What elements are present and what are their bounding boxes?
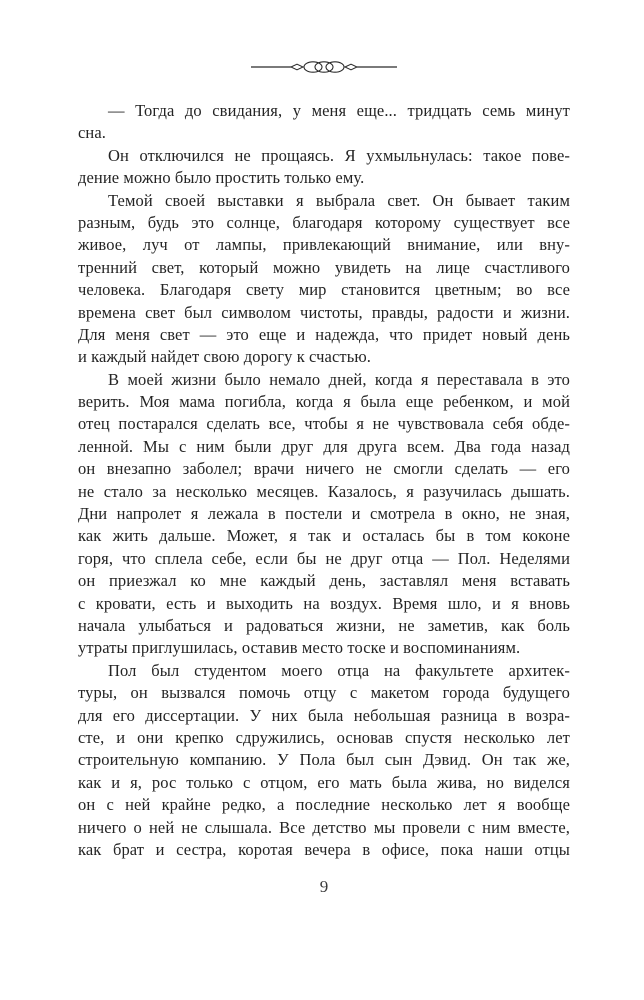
chapter-ornament xyxy=(78,58,570,76)
paragraph xyxy=(78,190,570,369)
text-line: как брат и сестра, коротая вечера в офисе, пока наши отцы xyxy=(78,839,570,859)
text-line: для его диссертации. У них была небольшая разница в возра- xyxy=(78,705,570,725)
text-line: Пол был студентом моего отца на факультете архитек- xyxy=(108,660,570,680)
chain-flourish-icon xyxy=(249,58,399,76)
text-line: Темой своей выставки я выбрала свет. Он бывает таким xyxy=(108,190,570,210)
text-line: Он отключился не прощаясь. Я ухмыльнулась: такое пове- xyxy=(108,145,570,165)
page-number: 9 xyxy=(319,877,329,897)
text-line: не стало за несколько месяцев. Казалось, я разучилась дышать. xyxy=(78,481,570,501)
text-line: Дни напролет я лежала в постели и смотрела в окно, не зная, xyxy=(78,504,570,524)
paragraph xyxy=(78,369,570,660)
text-line: как и я, рос только с отцом, его мать была жива, но виделся xyxy=(78,772,570,792)
text-line: сна. xyxy=(78,123,107,143)
text-line: горя, что сплела себе, если бы не друг отца — Пол. Неделями xyxy=(78,548,570,568)
text-line: сте, и они крепко сдружились, основав спустя несколько лет xyxy=(78,727,570,747)
text-line: утраты приглушилась, оставив место тоске и воспоминаниям. xyxy=(78,638,521,658)
text-line: строительную компанию. У Пола был сын Дэвид. Он так же, xyxy=(78,750,570,770)
text-line: он внезапно заболел; врачи ничего не смогли сделать — его xyxy=(78,459,570,479)
text-line: ничего о ней не слышала. Все детство мы провели с ним вместе, xyxy=(78,817,570,837)
text-line: верить. Моя мама погибла, когда я была еще ребенком, и мой xyxy=(78,392,570,412)
text-line: ленной. Мы с ним были друг для друга всем. Два года назад xyxy=(78,436,570,456)
text-line: начала улыбаться и радоваться жизни, не заметив, как боль xyxy=(78,615,570,635)
text-line: он приезжал ко мне каждый день, заставлял меня вставать xyxy=(78,571,570,591)
text-line: живое, луч от лампы, привлекающий внимание, или вну- xyxy=(78,235,570,255)
text-line: с кровати, есть и выходить на воздух. Время шло, и я вновь xyxy=(78,593,570,613)
text-block xyxy=(78,100,570,861)
text-line: В моей жизни было немало дней, когда я переставала в это xyxy=(108,369,570,389)
text-line: как жить дальше. Может, я так и осталась бы в том коконе xyxy=(78,526,570,546)
paragraph xyxy=(78,660,570,862)
paragraph xyxy=(78,100,570,145)
text-line: Для меня свет — это еще и надежда, что придет новый день xyxy=(78,324,570,344)
text-line: дение можно было простить только ему. xyxy=(78,168,365,188)
text-line: — Тогда до свидания, у меня еще... тридцать семь минут xyxy=(108,101,570,120)
text-line: отец постарался сделать все, чтобы я не чувствовала себя обде- xyxy=(78,414,570,434)
text-line: он с ней крайне редко, а последние несколько лет я вообще xyxy=(78,795,570,815)
text-line: времена свет был символом чистоты, правды, радости и жизни. xyxy=(78,302,570,322)
text-line: туры, он вызвался помочь отцу с макетом города будущего xyxy=(78,683,570,703)
text-line: и каждый найдет свою дорогу к счастью. xyxy=(78,347,371,367)
text-line: разным, будь это солнце, благодаря которому существует все xyxy=(78,212,570,232)
text-line: человека. Благодаря свету мир становится цветным; во все xyxy=(78,280,570,300)
paragraph xyxy=(78,145,570,190)
text-line: тренний свет, который можно увидеть на лице счастливого xyxy=(78,257,570,277)
